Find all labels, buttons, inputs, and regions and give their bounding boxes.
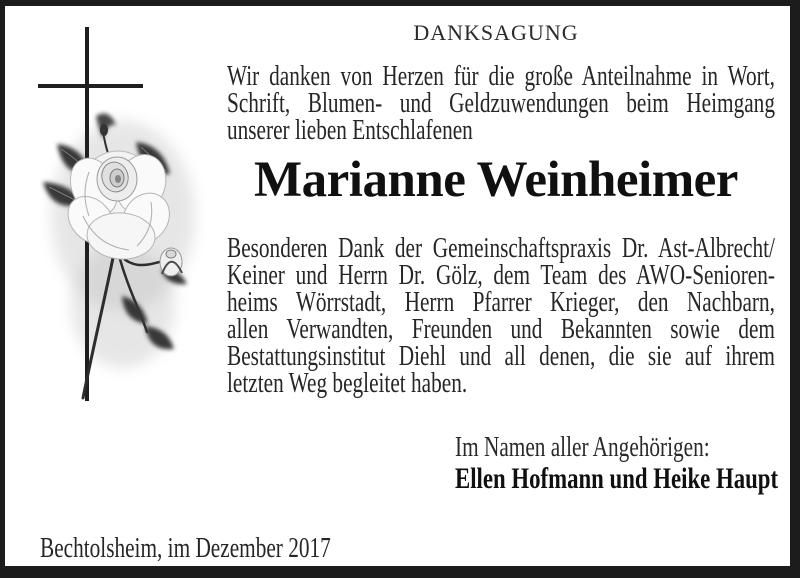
intro-line: unserer lieben Entschlafenen — [227, 115, 473, 146]
thanks-line: allen Verwandten, Freunden und Bekannten sowie dem — [227, 314, 775, 345]
thanks-line: letzten Weg begleitet haben. — [227, 368, 468, 399]
thanks-line: Bestattungsinstitut Diehl und all denen, die sie auf ihrem — [227, 341, 775, 372]
intro-line: Wir danken von Herzen für die große Anteilnahme in Wort, — [227, 61, 775, 92]
intro-paragraph — [227, 63, 800, 144]
closing-names: Ellen Hofmann und Heike Haupt — [455, 462, 779, 495]
thanks-line: Keiner und Herrn Dr. Gölz, dem Team des AWO-Senioren- — [227, 260, 775, 291]
cross-with-rose-icon — [5, 6, 235, 426]
notice-title: DANKSAGUNG — [413, 20, 579, 45]
place-date: Bechtolsheim, im Dezember 2017 — [40, 533, 331, 564]
deceased-name: Marianne Weinheimer — [254, 152, 738, 208]
thanks-line: heims Wörrstadt, Herrn Pfarrer Krieger, den Nachbarn, — [227, 287, 775, 318]
closing-intro: Im Namen aller Angehörigen: — [455, 432, 710, 463]
thanks-line: Besonderen Dank der Gemeinschaftspraxis Dr. Ast-Albrecht/ — [227, 233, 775, 264]
thanks-paragraph — [227, 235, 800, 397]
closing-block — [455, 434, 800, 493]
intro-line: Schrift, Blumen- und Geldzuwendungen beim Heimgang — [227, 88, 775, 119]
